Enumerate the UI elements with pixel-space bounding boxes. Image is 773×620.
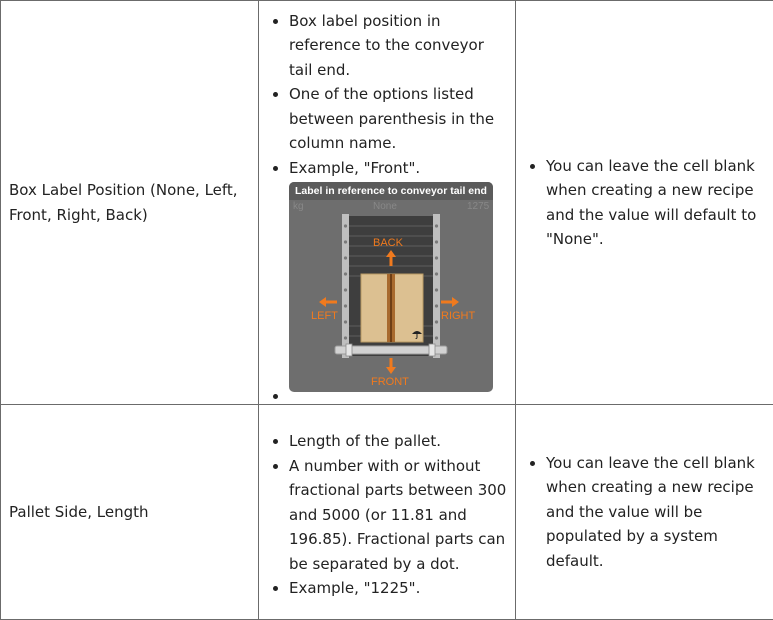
umbrella-icon [411, 329, 423, 339]
label-left: LEFT [311, 310, 338, 322]
field-name-cell [1, 405, 259, 620]
notes-list [524, 451, 763, 574]
label-back: BACK [373, 237, 403, 249]
notes-item: You can leave the cell blank when creating a new recipe and the value will be populated by a system default. [524, 451, 763, 574]
field-name: Pallet Side, Length [9, 503, 149, 521]
arrow-left-icon [319, 296, 337, 308]
diagram-item [267, 180, 509, 402]
description-item: Example, "Front". [267, 156, 509, 181]
notes-cell [516, 1, 773, 405]
notes-cell [516, 405, 773, 620]
description-cell [259, 405, 516, 620]
diagram-title: Label in reference to conveyor tail end [289, 182, 493, 200]
arrow-down-icon [385, 358, 397, 374]
field-name-cell [1, 1, 259, 405]
diagram-faded-text: 1275 [467, 200, 489, 214]
notes-list [524, 154, 763, 252]
diagram-faded-text: kg [293, 200, 304, 214]
description-cell [259, 1, 516, 405]
description-item: Box label position in reference to the conveyor tail end. [267, 9, 509, 83]
diagram-faded-text: None [373, 200, 397, 214]
description-list [267, 429, 509, 601]
notes-item: You can leave the cell blank when creating a new recipe and the value will default to "None". [524, 154, 763, 252]
arrow-right-icon [441, 296, 459, 308]
field-name: Box Label Position (None, Left, Front, Right, Back) [9, 181, 238, 224]
description-item: Length of the pallet. [267, 429, 509, 454]
description-item: A number with or without fractional parts between 300 and 5000 (or 11.81 and 196.85). Fractional parts can be separated by a dot. [267, 454, 509, 577]
arrow-up-icon [385, 250, 397, 266]
label-right: RIGHT [441, 310, 475, 322]
table-row [1, 1, 773, 405]
label-front: FRONT [371, 376, 409, 388]
table-row [1, 405, 773, 620]
label-position-diagram [289, 182, 493, 392]
description-item: Example, "1225". [267, 576, 509, 601]
description-item: One of the options listed between parenthesis in the column name. [267, 82, 509, 156]
description-list [267, 9, 509, 403]
